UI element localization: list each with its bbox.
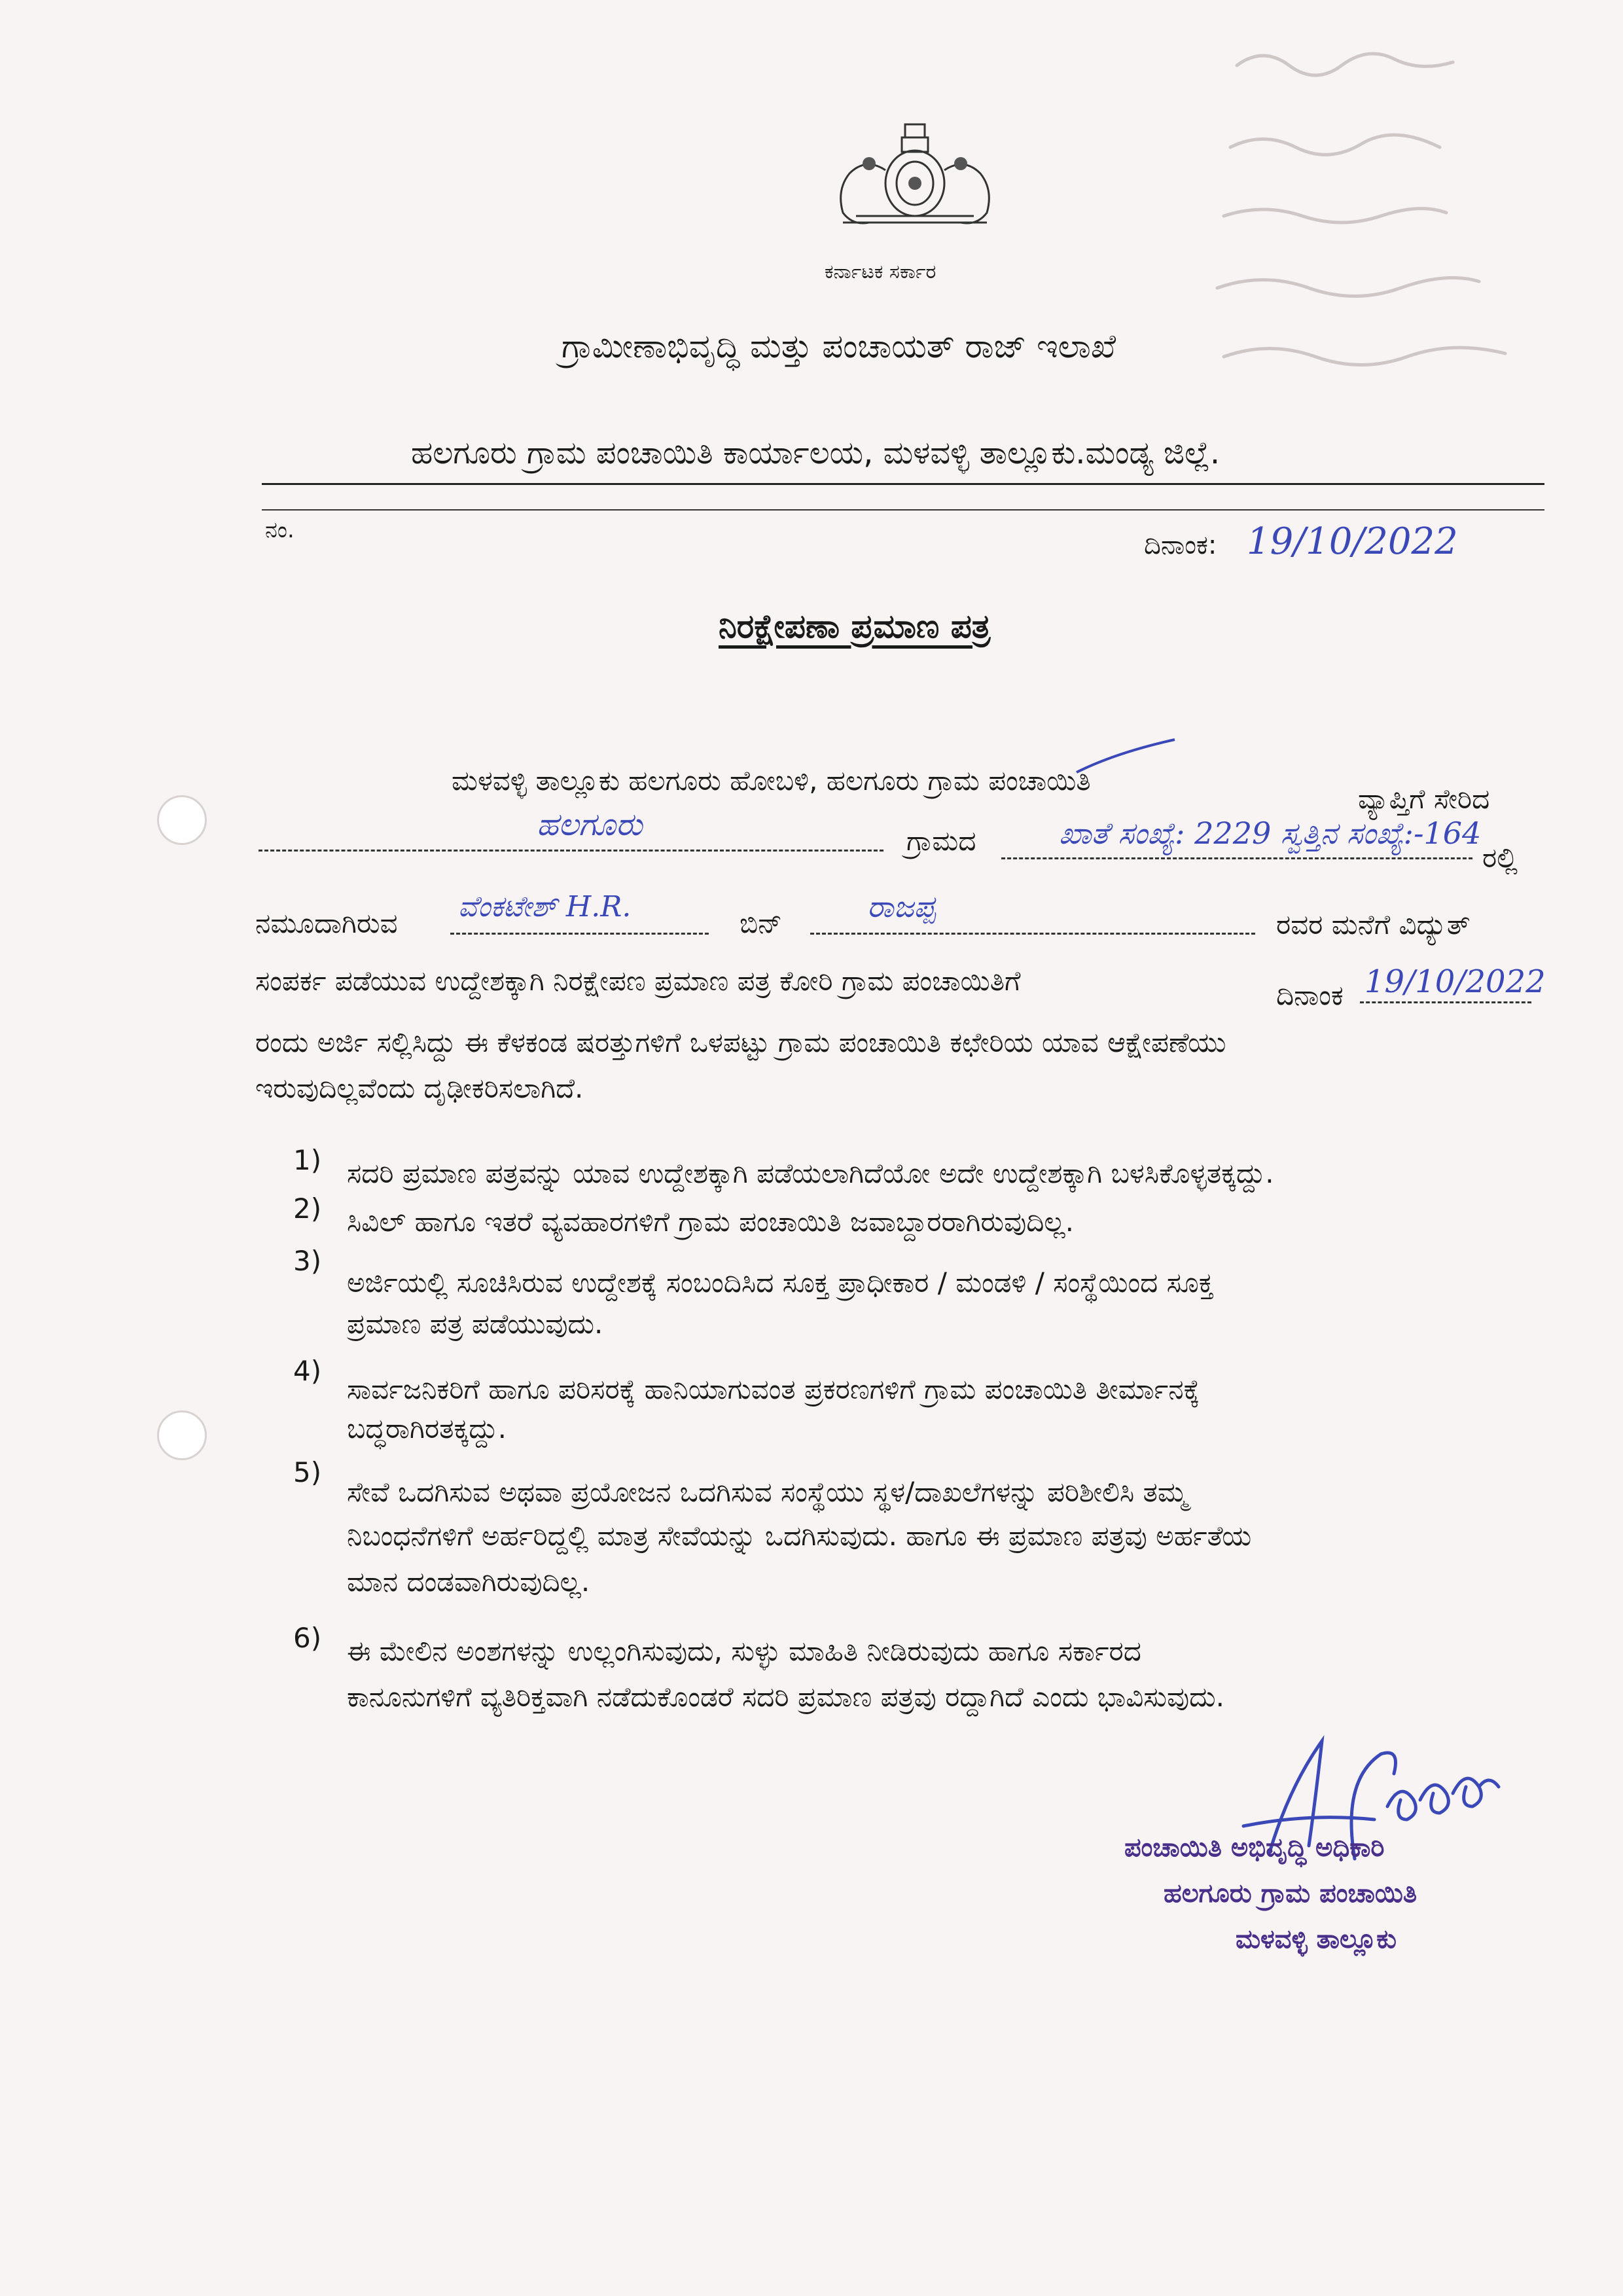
- condition-line: ಈ ಮೇಲಿನ ಅಂಶಗಳನ್ನು ಉಲ್ಲಂಗಿಸುವುದು, ಸುಳ್ಳು ಮಾಹಿತಿ ನೀಡಿರುವುದು ಹಾಗೂ ಸರ್ಕಾರದ: [347, 1635, 1141, 1667]
- intro-text: ಮಳವಳ್ಳಿ ತಾಲ್ಲೂಕು ಹಲಗೂರು ಹೋಬಳಿ, ಹಲಗೂರು ಗ್ರಾಮ ಪಂಚಾಯಿತಿ: [452, 764, 1091, 797]
- stamp-designation: ಪಂಚಾಯಿತಿ ಅಭಿವೃದ್ಧಿ ಅಧಿಕಾರಿ: [1124, 1833, 1385, 1863]
- condition-line: ನಿಬಂಧನೆಗಳಿಗೆ ಅರ್ಹರಿದ್ದಲ್ಲಿ ಮಾತ್ರ ಸೇವೆಯನ್ನು ಒದಗಿಸುವುದು. ಹಾಗೂ ಈ ಪ್ರಮಾಣ ಪತ್ರವು ಅರ್ಹತೆಯ: [347, 1520, 1252, 1552]
- condition-number: 4): [293, 1355, 322, 1387]
- condition-number: 1): [293, 1144, 322, 1176]
- application-date-blank: [1360, 1001, 1531, 1003]
- name-handwritten: ವೆಂಕಟೇಶ್ H.R.: [458, 890, 632, 924]
- condition-line: ಪ್ರಮಾಣ ಪತ್ರ ಪಡೆಯುವುದು.: [347, 1308, 603, 1340]
- govt-heading: ಕರ್ನಾಟಕ ಸರ್ಕಾರ: [825, 260, 936, 283]
- condition-line: ಅರ್ಜಿಯಲ್ಲಿ ಸೂಚಿಸಿರುವ ಉದ್ದೇಶಕ್ಕೆ ಸಂಬಂದಿಸಿದ ಸೂಕ್ತ ಪ್ರಾಧೀಕಾರ / ಮಂಡಳಿ / ಸಂಸ್ಥೆಯಿಂದ ಸೂಕ್ತ: [347, 1266, 1214, 1299]
- condition-number: 5): [293, 1456, 322, 1488]
- registered-label: ನಮೂದಾಗಿರುವ: [255, 907, 398, 939]
- pencil-notes: [1211, 26, 1603, 367]
- house-label: ರವರ ಮನೆಗೆ ವಿದ್ಯುತ್: [1276, 908, 1471, 941]
- date-label: ದಿನಾಂಕ:: [1144, 530, 1217, 560]
- jurisdiction-label: ವ್ಯಾಪ್ತಿಗೆ ಸೇರಿದ: [1358, 783, 1490, 815]
- property-blank: [1001, 857, 1472, 859]
- condition-number: 2): [293, 1193, 322, 1225]
- condition-line: ಬದ್ಧರಾಗಿರತಕ್ಕದ್ದು.: [347, 1412, 507, 1444]
- condition-line: ಮಾನ ದಂಡವಾಗಿರುವುದಿಲ್ಲ.: [347, 1566, 590, 1598]
- property-handwritten: ಖಾತೆ ಸಂಖ್ಯೆ: 2229 ಸ್ವತ್ತಿನ ಸಂಖ್ಯೆ:-164: [1059, 816, 1482, 851]
- father-handwritten: ರಾಜಪ್ಪ: [867, 889, 936, 924]
- statement-line: ರಂದು ಅರ್ಜಿ ಸಲ್ಲಿಸಿದ್ದು ಈ ಕೆಳಕಂಡ ಷರತ್ತುಗಳಿಗೆ ಒಳಪಟ್ಟು ಗ್ರಾಮ ಪಂಚಾಯಿತಿ ಕಛೇರಿಯ ಯಾವ ಆಕ್ಷೇಪಣೆಯು: [255, 1026, 1226, 1058]
- name-blank: [450, 933, 709, 935]
- village-label: ಗ್ರಾಮದ: [906, 825, 976, 857]
- condition-line: ಸಾರ್ವಜನಿಕರಿಗೆ ಹಾಗೂ ಪರಿಸರಕ್ಕೆ ಹಾನಿಯಾಗುವಂತ ಪ್ರಕರಣಗಳಿಗೆ ಗ್ರಾಮ ಪಂಚಾಯಿತಿ ತೀರ್ಮಾನಕ್ಕೆ: [347, 1373, 1200, 1405]
- condition-number: 3): [293, 1245, 322, 1277]
- issue-date-handwritten: 19/10/2022: [1247, 520, 1458, 563]
- father-blank: [810, 933, 1255, 935]
- stamp-taluk: ಮಳವಳ್ಳಿ ತಾಲ್ಲೂಕು: [1236, 1924, 1397, 1954]
- certification-line: ಇರುವುದಿಲ್ಲವೆಂದು ದೃಢೀಕರಿಸಲಾಗಿದೆ.: [255, 1072, 584, 1104]
- condition-line: ಸದರಿ ಪ್ರಮಾಣ ಪತ್ರವನ್ನು ಯಾವ ಉದ್ದೇಶಕ್ಕಾಗಿ ಪಡೆಯಲಾಗಿದೆಯೋ ಅದೇ ಉದ್ದೇಶಕ್ಕಾಗಿ ಬಳಸಿಕೊಳ್ಳತಕ್ಕದ್ದು.: [347, 1157, 1274, 1189]
- purpose-line: ಸಂಪರ್ಕ ಪಡೆಯುವ ಉದ್ದೇಶಕ್ಕಾಗಿ ನಿರಕ್ಷೇಪಣ ಪ್ರಮಾಣ ಪತ್ರ ಕೋರಿ ಗ್ರಾಮ ಪಂಚಾಯಿತಿಗೆ: [255, 965, 1021, 997]
- handwritten-check-mark: [1073, 736, 1178, 782]
- village-blank: [259, 850, 883, 852]
- condition-number: 6): [293, 1622, 322, 1654]
- application-date-handwritten: 19/10/2022: [1364, 963, 1546, 1000]
- header-divider-double: [262, 509, 1544, 511]
- number-label: ನಂ.: [265, 517, 294, 543]
- condition-line: ಕಾನೂನುಗಳಿಗೆ ವ್ಯತಿರಿಕ್ತವಾಗಿ ನಡೆದುಕೊಂಡರೆ ಸದರಿ ಪ್ರಮಾಣ ಪತ್ರವು ರದ್ದಾಗಿದೆ ಎಂದು ಭಾವಿಸುವುದು.: [347, 1681, 1225, 1713]
- punch-hole: [157, 795, 207, 845]
- application-date-label: ದಿನಾಂಕ: [1276, 979, 1344, 1011]
- in-label: ರಲ್ಲಿ: [1482, 842, 1518, 874]
- header-divider: [262, 483, 1544, 485]
- certificate-title: ನಿರಕ್ಷೇಪಣಾ ಪ್ರಮಾಣ ಪತ್ರ: [719, 607, 991, 645]
- office-heading: ಹಲಗೂರು ಗ್ರಾಮ ಪಂಚಾಯಿತಿ ಕಾರ್ಯಾಲಯ, ಮಳವಳ್ಳಿ ತಾಲ್ಲೂಕು.ಮಂಡ್ಯ ಜಿಲ್ಲೆ.: [411, 435, 1221, 471]
- condition-line: ಸಿವಿಲ್ ಹಾಗೂ ಇತರೆ ವ್ಯವಹಾರಗಳಿಗೆ ಗ್ರಾಮ ಪಂಚಾಯಿತಿ ಜವಾಬ್ದಾರರಾಗಿರುವುದಿಲ್ಲ.: [347, 1206, 1074, 1238]
- karnataka-emblem-icon: [830, 118, 1000, 229]
- condition-line: ಸೇವೆ ಒದಗಿಸುವ ಅಥವಾ ಪ್ರಯೋಜನ ಒದಗಿಸುವ ಸಂಸ್ಥೆಯು ಸ್ಥಳ/ದಾಖಲೆಗಳನ್ನು ಪರಿಶೀಲಿಸಿ ತಮ್ಮ: [347, 1476, 1188, 1508]
- village-handwritten: ಹಲಗೂರು: [537, 806, 643, 843]
- son-of-label: ಬಿನ್: [740, 907, 783, 939]
- department-heading: ಗ್ರಾಮೀಣಾಭಿವೃದ್ಧಿ ಮತ್ತು ಪಂಚಾಯತ್ ರಾಜ್ ಇಲಾಖೆ: [562, 327, 1116, 365]
- stamp-panchayat: ಹಲಗೂರು ಗ್ರಾಮ ಪಂಚಾಯಿತಿ: [1164, 1878, 1418, 1909]
- punch-hole: [157, 1410, 207, 1460]
